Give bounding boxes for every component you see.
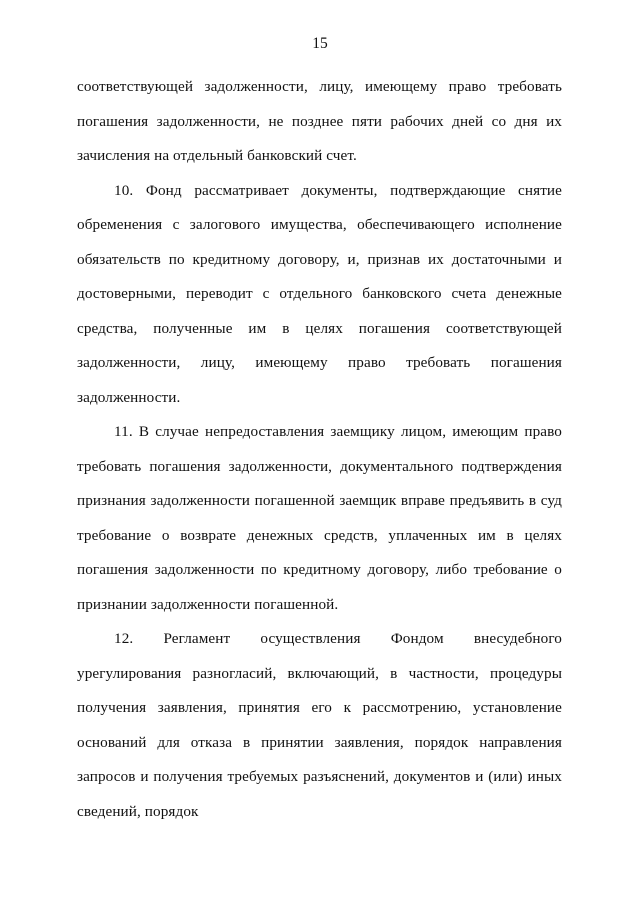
paragraph-12: 12. Регламент осуществления Фондом внесудебного урегулирования разногласий, включающий, в частности, процедуры получения заявления, принятия его к рассмотрению, установление оснований для отказа в принятии заявления, порядок направления запросов и получения требуемых разъяснений, документов и (или) иных сведений, порядок: [77, 630, 562, 820]
page-number: 15: [312, 35, 328, 52]
paragraph-10: 10. Фонд рассматривает документы, подтверждающие снятие обременения с залогового имущества, обеспечивающего исполнение обязательств по кредитному договору, и, признав их достаточными и достоверными, переводит с отдельного банковского счета денежные средства, полученные им в целях погашения соответствующей задолженности, лицу, имеющему право требовать погашения задолженности.: [77, 181, 562, 406]
paragraph-11: 11. В случае непредоставления заемщику лицом, имеющим право требовать погашения задолженности, документального подтверждения признания задолженности погашенной заемщик вправе предъявить в суд требование о возврате денежных средств, уплаченных им в целях погашения задолженности по кредитному договору, либо требование о признании задолженности погашенной.: [77, 423, 562, 613]
document-body: [77, 70, 562, 829]
paragraph-continuation: соответствующей задолженности, лицу, имеющему право требовать погашения задолженности, не позднее пяти рабочих дней со дня их зачисления на отдельный банковский счет.: [77, 78, 562, 164]
